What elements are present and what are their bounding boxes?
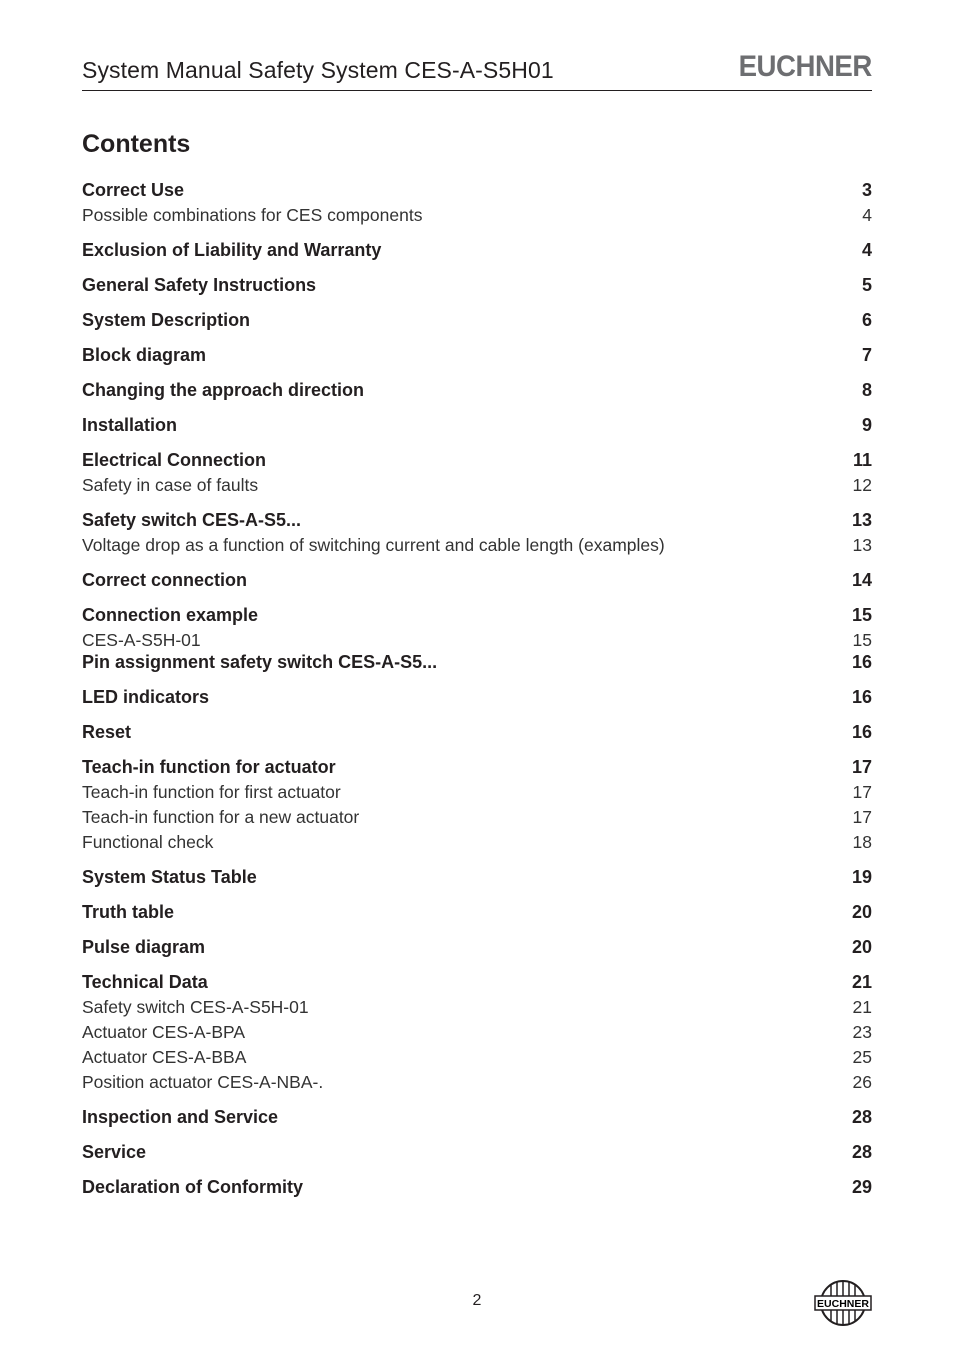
toc-entry-title: Changing the approach direction: [82, 380, 365, 400]
toc-entry[interactable]: [82, 274, 872, 296]
toc-entry-title: Correct Use: [82, 180, 185, 200]
toc-entry-page: 26: [852, 1072, 872, 1092]
toc-entry-title: Teach-in function for a new actuator: [82, 807, 360, 827]
toc-entry-page: 25: [852, 1047, 872, 1067]
toc-entry[interactable]: [82, 239, 872, 261]
toc-entry-page: 17: [852, 807, 872, 827]
toc-entry-title: Exclusion of Liability and Warranty: [82, 240, 382, 260]
toc-entry[interactable]: [82, 309, 872, 331]
toc-entry-title: LED indicators: [82, 687, 210, 707]
toc-entry-page: 21: [851, 972, 872, 992]
toc-entry-page: 11: [852, 450, 872, 470]
brand-logo: EUCHNER: [738, 50, 872, 83]
euchner-seal-logo: [814, 1279, 872, 1327]
toc-subentry[interactable]: [82, 1021, 872, 1043]
toc-subentry[interactable]: [82, 996, 872, 1018]
toc-entry-page: 13: [851, 510, 872, 530]
toc-entry-title: Actuator CES-A-BBA: [82, 1047, 247, 1067]
toc-entry-title: Electrical Connection: [82, 450, 267, 470]
toc-entry-title: Pin assignment safety switch CES-A-S5...: [82, 652, 438, 672]
toc-entry-title: Teach-in function for first actuator: [82, 782, 341, 802]
toc-subentry[interactable]: [82, 534, 872, 556]
toc-entry-title: Connection example: [82, 605, 259, 625]
toc-entry-page: 12: [852, 475, 872, 495]
toc-entry-page: 5: [861, 275, 872, 295]
toc-entry-page: 8: [861, 380, 872, 400]
toc-entry-page: 21: [852, 997, 872, 1017]
toc-entry-page: 4: [861, 240, 872, 260]
toc-entry-page: 19: [851, 867, 872, 887]
toc-subentry[interactable]: [82, 474, 872, 496]
contents-heading: Contents: [82, 130, 191, 158]
toc-entry-title: Inspection and Service: [82, 1107, 279, 1127]
toc-entry-page: 20: [851, 937, 872, 957]
toc-entry-page: 13: [852, 535, 872, 555]
toc-entry-title: CES-A-S5H-01: [82, 630, 201, 650]
toc-entry-page: 3: [861, 180, 872, 200]
toc-entry[interactable]: [82, 1106, 872, 1128]
toc-entry[interactable]: [82, 604, 872, 626]
toc-entry-title: Safety in case of faults: [82, 475, 259, 495]
toc-entry[interactable]: [82, 379, 872, 401]
toc-entry-title: Position actuator CES-A-NBA-.: [82, 1072, 324, 1092]
logo-text: EUCHNER: [817, 1298, 869, 1310]
toc-entry-title: Actuator CES-A-BPA: [82, 1022, 246, 1042]
toc-entry-page: 14: [851, 570, 872, 590]
toc-entry-page: 28: [851, 1107, 872, 1127]
toc-entry-title: Safety switch CES-A-S5...: [82, 510, 302, 530]
toc-entry[interactable]: [82, 866, 872, 888]
toc-subentry[interactable]: [82, 806, 872, 828]
toc-entry-page: 18: [852, 832, 872, 852]
toc-entry-title: General Safety Instructions: [82, 275, 317, 295]
toc-entry-title: Block diagram: [82, 345, 207, 365]
toc-entry[interactable]: [82, 651, 872, 673]
toc-subentry[interactable]: [82, 1046, 872, 1068]
toc-entry[interactable]: [82, 686, 872, 708]
toc-entry-page: 20: [851, 902, 872, 922]
toc-entry-title: Possible combinations for CES components: [82, 205, 423, 225]
toc-entry-page: 23: [852, 1022, 872, 1042]
toc-entry-title: Pulse diagram: [82, 937, 206, 957]
table-of-contents: [82, 179, 872, 1198]
toc-entry[interactable]: [82, 569, 872, 591]
toc-entry[interactable]: [82, 756, 872, 778]
toc-entry-title: Service: [82, 1142, 147, 1162]
toc-entry-page: 28: [851, 1142, 872, 1162]
toc-entry[interactable]: [82, 449, 872, 471]
toc-entry-page: 4: [862, 205, 872, 225]
toc-entry-title: Voltage drop as a function of switching current and cable length (examples): [82, 535, 665, 555]
toc-entry-title: Correct connection: [82, 570, 248, 590]
toc-subentry[interactable]: [82, 831, 872, 853]
toc-entry-title: Safety switch CES-A-S5H-01: [82, 997, 309, 1017]
toc-subentry[interactable]: [82, 204, 872, 226]
toc-entry-page: 17: [852, 782, 872, 802]
toc-entry-title: Functional check: [82, 832, 214, 852]
toc-entry-page: 17: [851, 757, 872, 777]
toc-entry-title: Truth table: [82, 902, 175, 922]
toc-entry[interactable]: [82, 971, 872, 993]
toc-entry-page: 29: [851, 1177, 872, 1197]
toc-entry-page: 7: [861, 345, 872, 365]
document-title: System Manual Safety System CES-A-S5H01: [82, 57, 554, 83]
toc-entry[interactable]: [82, 721, 872, 743]
toc-entry-page: 6: [861, 310, 872, 330]
page-number: 2: [472, 1292, 482, 1309]
toc-entry-title: System Description: [82, 310, 251, 330]
toc-subentry[interactable]: [82, 629, 872, 651]
toc-entry-title: Installation: [82, 415, 178, 435]
toc-entry-title: Teach-in function for actuator: [82, 757, 336, 777]
toc-subentry[interactable]: [82, 781, 872, 803]
toc-entry[interactable]: [82, 414, 872, 436]
toc-entry[interactable]: [82, 509, 872, 531]
toc-entry-page: 9: [861, 415, 872, 435]
toc-entry[interactable]: [82, 901, 872, 923]
toc-entry[interactable]: [82, 1141, 872, 1163]
toc-entry-page: 15: [851, 605, 872, 625]
toc-entry[interactable]: [82, 344, 872, 366]
toc-subentry[interactable]: [82, 1071, 872, 1093]
toc-entry-page: 16: [851, 687, 872, 707]
toc-entry-page: 15: [852, 630, 872, 650]
toc-entry-title: Declaration of Conformity: [82, 1177, 304, 1197]
toc-entry-title: Reset: [82, 722, 132, 742]
toc-entry[interactable]: [82, 179, 872, 201]
toc-entry-title: Technical Data: [82, 972, 208, 992]
toc-entry-title: System Status Table: [82, 867, 257, 887]
toc-entry[interactable]: [82, 1176, 872, 1198]
page-header: [82, 50, 872, 91]
toc-entry[interactable]: [82, 936, 872, 958]
toc-entry-page: 16: [851, 652, 872, 672]
toc-entry-page: 16: [851, 722, 872, 742]
